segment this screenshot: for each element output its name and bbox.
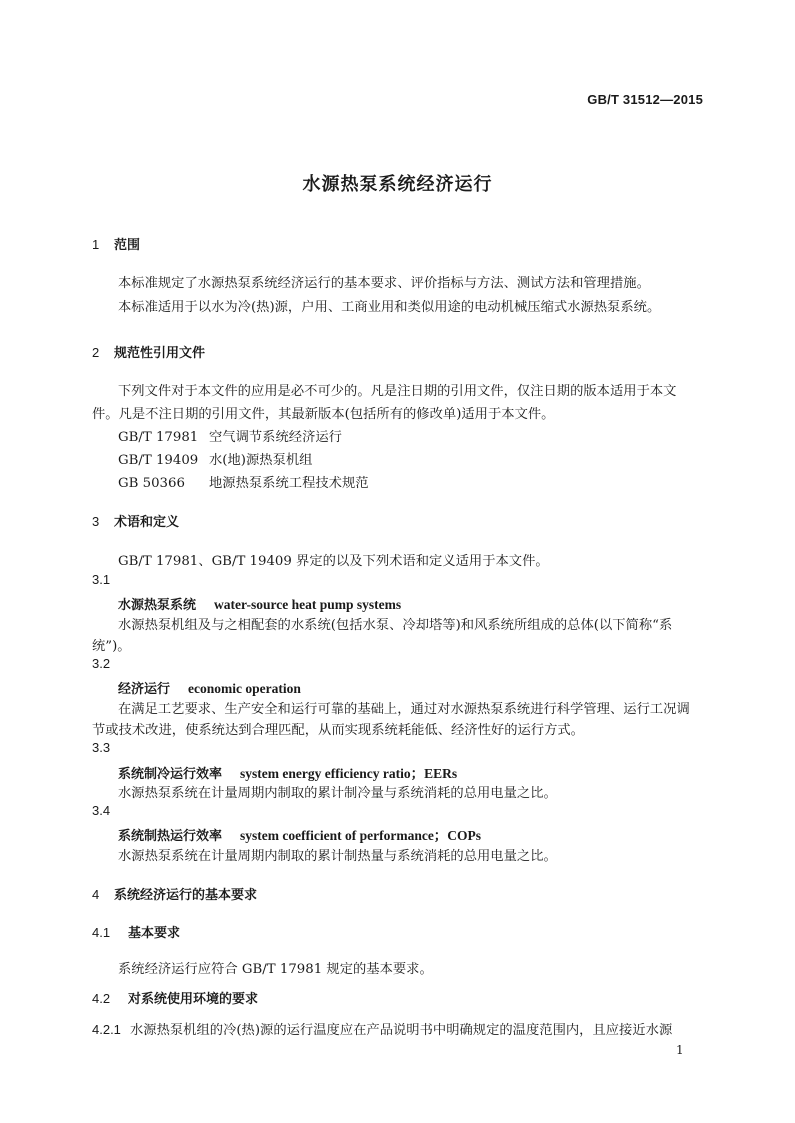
subsection-title: 基本要求 [128,926,181,941]
section-2-paragraph-line-2: 件。凡是不注日期的引用文件，其最新版本(包括所有的修改单)适用于本文件。 [92,407,555,422]
term-number: 3.4 [92,803,111,818]
subsection-number: 4.2 [92,991,111,1006]
subsection-4-1-heading [92,922,180,941]
reference-title: 空气调节系统经济运行 [209,430,342,445]
term-definition-line-1: 水源热泵系统在计量周期内制取的累计制热量与系统消耗的总用电量之比。 [118,849,557,864]
section-3-number: 3 [92,514,100,529]
reference-code: GB/T 17981 [118,430,199,445]
subsection-number: 4.1 [92,925,111,940]
section-1-paragraph-1: 本标准规定了水源热泵系统经济运行的基本要求、评价指标与方法、测试方法和管理措施。 [118,276,650,291]
clause-number: 4.2.1 [92,1022,121,1037]
term-zh: 系统制冷运行效率 [118,767,223,782]
term-zh: 系统制热运行效率 [118,829,223,844]
reference-code: GB/T 19409 [118,453,199,468]
section-4-number: 4 [92,887,100,902]
document-title: 水源热泵系统经济运行 [302,174,493,195]
reference-item [118,426,342,445]
term-definition-line-2: 节或技术改进，使系统达到合理匹配，从而实现系统耗能低、经济性好的运行方式。 [92,723,584,738]
section-3-title: 术语和定义 [114,515,180,530]
clause-4-2-1 [92,1019,672,1038]
section-2-number: 2 [92,345,100,360]
term-en: water-source heat pump systems [214,597,402,612]
section-1-heading [92,234,140,253]
term-en: economic operation [188,681,301,696]
section-3-intro: GB/T 17981、GB/T 19409 界定的以及下列术语和定义适用于本文件。 [118,554,549,569]
section-3-heading [92,511,179,530]
reference-item [118,472,369,491]
term-zh: 水源热泵系统 [118,598,197,613]
term-heading [118,762,457,782]
term-heading [118,824,481,844]
reference-item [118,449,312,468]
term-definition-line-1: 在满足工艺要求、生产安全和运行可靠的基础上，通过对水源热泵系统进行科学管理、运行工况调 [118,702,690,717]
term-en: system coefficient of performance；COPs [240,828,482,843]
standard-code: GB/T 31512—2015 [587,92,703,107]
term-number: 3.3 [92,740,111,755]
section-2-title: 规范性引用文件 [114,346,206,361]
clause-text: 水源热泵机组的冷(热)源的运行温度应在产品说明书中明确规定的温度范围内，且应接近水源 [130,1023,673,1038]
page-number: 1 [676,1043,684,1057]
term-heading [118,594,401,613]
term-number: 3.2 [92,656,111,671]
section-1-title: 范围 [114,238,141,253]
reference-title: 地源热泵系统工程技术规范 [209,476,369,491]
term-definition-line-2: 统”)。 [92,639,131,654]
subsection-4-2-heading [92,988,258,1007]
section-1-paragraph-2: 本标准适用于以水为冷(热)源，户用、工商业用和类似用途的电动机械压缩式水源热泵系统。 [118,300,661,315]
section-2-paragraph-line-1: 下列文件对于本文件的应用是必不可少的。凡是注日期的引用文件，仅注日期的版本适用于本文 [118,384,677,399]
reference-code: GB 50366 [118,476,185,491]
term-definition-line-1: 水源热泵系统在计量周期内制取的累计制冷量与系统消耗的总用电量之比。 [118,786,557,801]
term-heading [118,678,301,697]
section-4-title: 系统经济运行的基本要求 [114,888,258,903]
reference-title: 水(地)源热泵机组 [209,453,313,468]
term-number: 3.1 [92,572,111,587]
section-1-number: 1 [92,237,100,252]
section-4-heading [92,884,257,903]
term-en: system energy efficiency ratio；EERs [240,766,458,781]
subsection-title: 对系统使用环境的要求 [128,992,259,1007]
term-definition-line-1: 水源热泵机组及与之相配套的水系统(包括水泵、冷却塔等)和风系统所组成的总体(以下简称“系 [118,618,673,633]
subsection-4-1-paragraph: 系统经济运行应符合 GB/T 17981 规定的基本要求。 [118,962,433,977]
section-2-heading [92,342,205,361]
term-zh: 经济运行 [118,682,171,697]
